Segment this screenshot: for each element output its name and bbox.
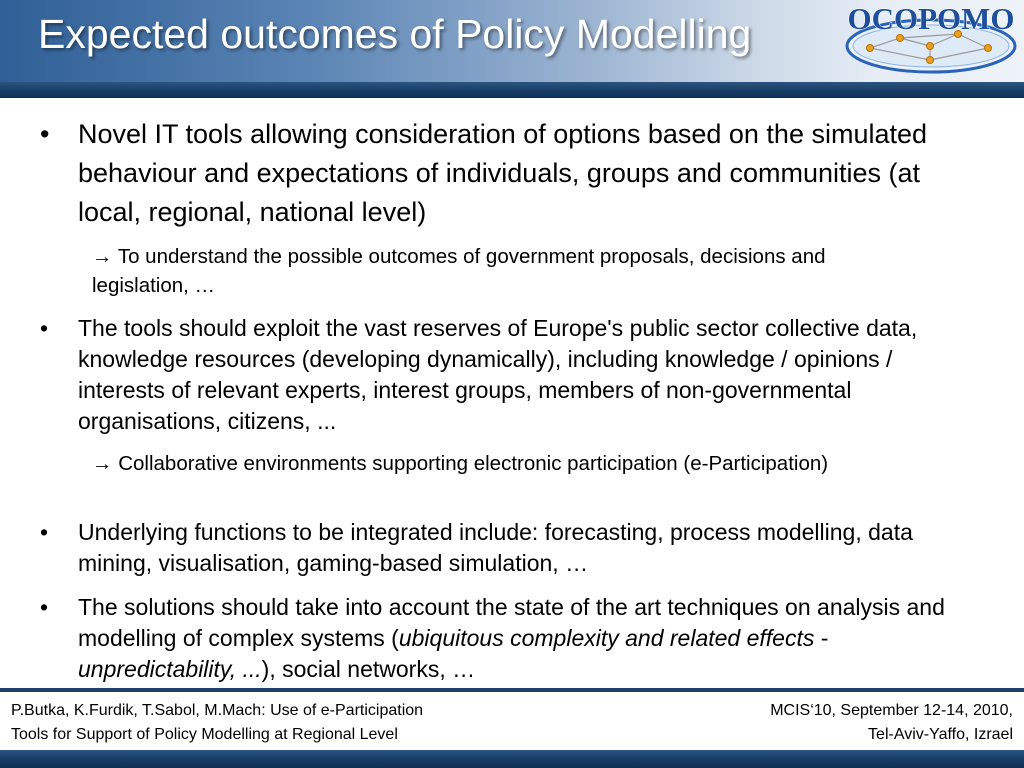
- bullet-marker: •: [40, 315, 49, 341]
- bullet-text: [78, 592, 970, 685]
- logo-wordmark: OCOPOMO: [847, 2, 1015, 36]
- slide-title: Expected outcomes of Policy Modelling: [38, 11, 752, 57]
- footer-right-line-1: MCIS‘10, September 12-14, 2010,: [770, 702, 1013, 719]
- sub-bullet-1: [92, 242, 862, 300]
- footer-left-line-2: Tools for Support of Policy Modelling at Regional Level: [11, 726, 398, 743]
- bullet-text: Underlying functions to be integrated include: forecasting, process modelling, data mining, visualisation, gaming-based simulation, …: [78, 519, 913, 576]
- footer-left-line-1: P.Butka, K.Furdik, T.Sabol, M.Mach: Use of e-Participation: [11, 702, 424, 719]
- bullet-text-italic: ubiquitous complexity and related effects: [398, 625, 815, 651]
- bullet-marker: •: [40, 119, 50, 149]
- sub-bullet-text: Collaborative environments supporting electronic participation (e-Participation): [118, 452, 829, 475]
- bullet-text-italic: unpredictability, ...: [78, 656, 262, 682]
- footer-citation: [11, 699, 571, 747]
- sub-bullet-text: To understand the possible outcomes of government proposals, decisions and legislation, …: [92, 245, 826, 297]
- bullet-text-part: -: [814, 625, 829, 651]
- footer-right-line-2: Tel-Aviv-Yaffo, Izrael: [868, 726, 1013, 743]
- sub-bullet-2: [92, 449, 862, 478]
- bullet-text: The tools should exploit the vast reserves of Europe's public sector collective data, knowledge resources (developing dynamically), including knowledge / opinions / interests of relevant experts, interest groups, members of non-governmental organisations, citizens, ...: [78, 315, 918, 434]
- bullet-marker: •: [40, 594, 49, 620]
- bullet-text: Novel IT tools allowing consideration of options based on the simulated behaviour and expectations of individuals, groups and communities (at local, regional, national level): [78, 119, 928, 227]
- bullet-text-part: The solutions should take into account the state of the art techniques on analysis and modelling of complex systems (: [78, 594, 945, 651]
- footer-conference: [593, 699, 1013, 747]
- arrow-icon: →: [92, 245, 113, 268]
- bullet-marker: •: [40, 519, 49, 545]
- bottom-bar: [0, 750, 1024, 768]
- arrow-icon: →: [92, 452, 113, 475]
- bullet-text-part: ), social networks, …: [261, 656, 476, 682]
- footer-divider: [0, 688, 1024, 692]
